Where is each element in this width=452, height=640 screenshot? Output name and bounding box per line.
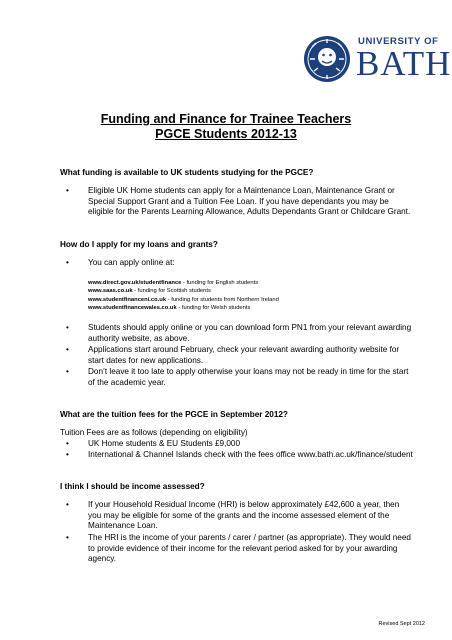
document-title: Funding and Finance for Trainee Teachers [100,112,352,126]
document-subtitle: PGCE Students 2012-13 [155,127,297,141]
logo-university-of: UNIVERSITY OF [358,36,439,47]
bullet-icon: • [66,500,69,509]
link-scottish[interactable]: www.saas.co.uk - funding for Scottish students [88,288,211,295]
link-welsh[interactable]: www.studentfinancewales.co.uk - funding for Welsh students [88,305,251,312]
bullet-icon: • [66,450,69,459]
link-northern-ireland[interactable]: www.studentfinanceni.co.uk - funding for students from Northern Ireland [88,296,279,303]
document-page: UNIVERSITY OF BATH Funding and Finance for Trainee Teachers PGCE Students 2012-13 What funding is available to UK students studying for the PGCE? • Eligible UK Home students can apply for a Maintenance Loan, Maintenance Grant or Special Support Grant and a Tuition Fee Loan. If you have dependants you may be eligible for the Parents Learning Allowance, Adults Dependants Grant or Childcare Grant. How do I apply for my loans and grants? • You can apply online at: www.direct.gov.uk/studentfinance - funding for English students www.saas.co.uk - funding for Scottish students www.studentfinanceni.co.uk - funding for students from Northern Ireland www.studentfinancewales.co.uk - funding for Welsh students • Students should apply online or you can download form PN1 from your relevant awarding authority website, as above. • Applications start around February, check your relevant awarding authority website for start dates for new applications. • Don’t leave it too late to apply otherwise your loans may not be ready in time for the start of the academic year. What are the tuition fees for the PGCE in September 2012? Tuition Fees are as follows (depending on eligibility) • UK Home students & EU Students £9,000 • International & Channel Islands check with the fees office www.bath.ac.uk/finance/student I think I should be income assessed? • If your Household Residual Income (HRI) is below approximately £42,600 a year, then you may be eligible for some of the grants and the income assessed element of the Maintenance Loan. • The HRI is the income of your parents / carer / partner (as appropriate). They would need to provide evidence of their income for the relevant period asked for by your awarding agency. Revised Sept 2012 [0,0,452,640]
section-heading-funding: What funding is available to UK students studying for the PGCE? [60,168,314,177]
university-seal-icon [302,33,352,85]
bullet-icon: • [66,345,69,354]
bullet-icon: • [66,186,69,195]
bullet-icon: • [66,323,69,332]
university-logo [302,31,452,86]
links-list [88,279,279,313]
bullet-icon: • [66,367,69,376]
link-english[interactable]: www.direct.gov.uk/studentfinance - funding for English students [88,280,259,286]
bullet-icon: • [66,439,69,448]
section-heading-income: I think I should be income assessed? [60,482,205,491]
bullet-icon: • [66,533,69,542]
section-heading-tuition: What are the tuition fees for the PGCE in September 2012? [60,410,288,419]
tuition-intro: Tuition Fees are as follows (depending on eligibility) [60,428,248,437]
logo-bath: BATH [356,44,452,83]
section-heading-apply: How do I apply for my loans and grants? [60,240,218,249]
bullet-icon: • [66,258,69,267]
revision-note: Revised Sept 2012 [378,621,425,627]
